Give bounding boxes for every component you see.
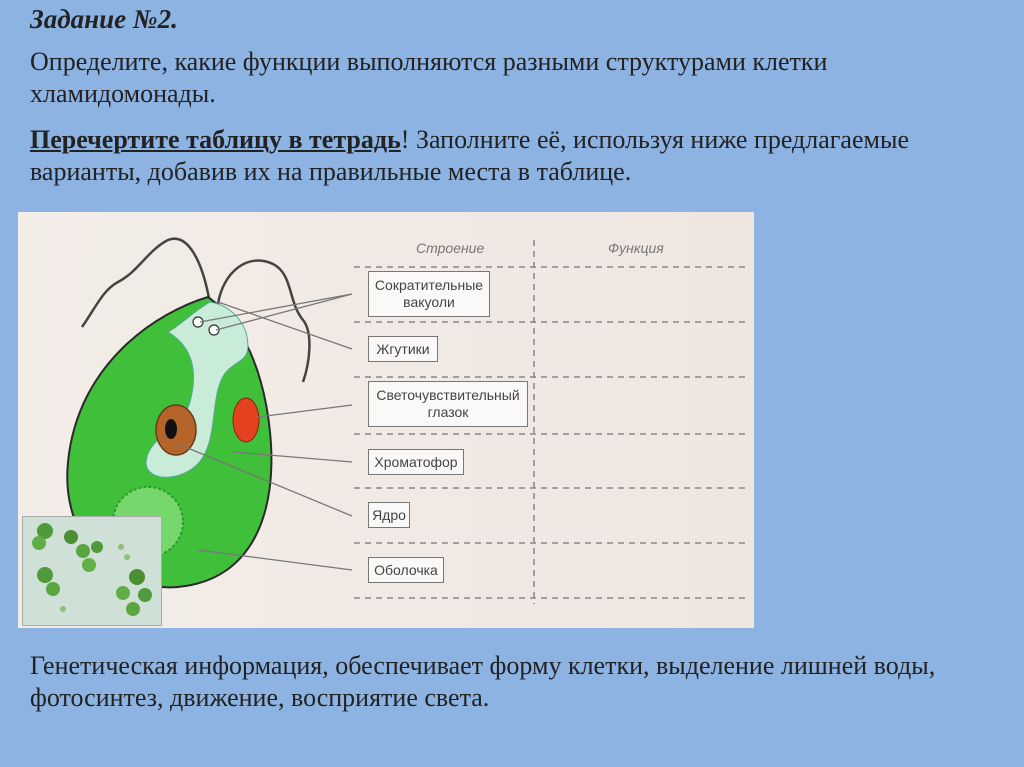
- task-bold-instruction: Перечертите таблицу в тетрадь: [30, 125, 401, 154]
- column-function: Функция: [608, 240, 664, 256]
- label-chromatophore: Хроматофор: [368, 449, 464, 475]
- task-instruction-2: [30, 124, 1010, 188]
- label-contractile-vacuoles: Сократительные вакуоли: [368, 271, 490, 317]
- task-rest-instruction: ! Заполните её, используя ниже предлагаемые варианты, добавив их на правильные места в таблице.: [30, 125, 909, 186]
- nucleolus: [165, 419, 177, 439]
- label-flagella: Жгутики: [368, 336, 438, 362]
- label-eyespot: Светочувствительный глазок: [368, 381, 528, 427]
- task-instruction: Определите, какие функции выполняются разными структурами клетки хламидомонады.: [30, 47, 828, 108]
- column-structure: Строение: [416, 240, 485, 256]
- microscope-photo: [22, 516, 162, 626]
- eyespot: [233, 398, 259, 442]
- label-membrane: Оболочка: [368, 557, 444, 583]
- answer-options: Генетическая информация, обеспечивает форму клетки, выделение лишней воды, фотосинтез, движение, восприятие света.: [30, 651, 936, 712]
- label-nucleus: Ядро: [368, 502, 410, 528]
- task-title: Задание №2.: [30, 4, 178, 34]
